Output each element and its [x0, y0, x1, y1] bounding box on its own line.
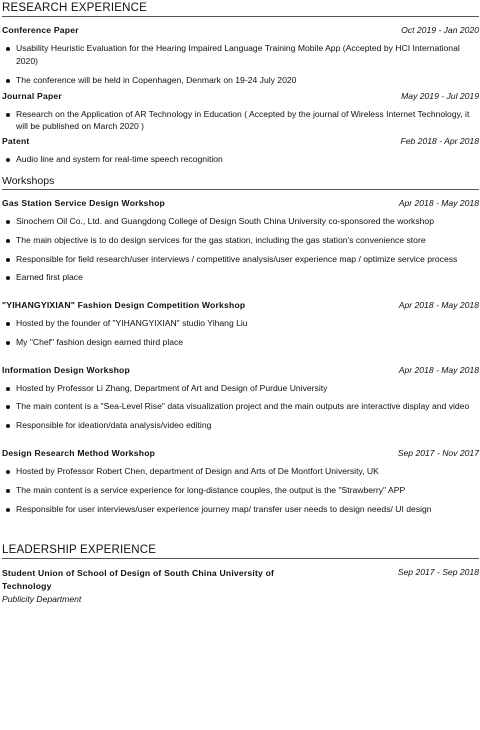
entry-date: May 2019 - Jul 2019 [401, 90, 479, 101]
workshop-entry-fashion [2, 300, 479, 349]
leadership-heading: LEADERSHIP EXPERIENCE [2, 542, 479, 559]
list-item: Responsible for ideation/data analysis/video editing [2, 419, 479, 432]
entry-date: Apr 2018 - May 2018 [398, 300, 479, 311]
entry-title: Student Union of School of Design of South China University of Technology [2, 568, 275, 591]
entry-date: Oct 2019 - Jan 2020 [401, 25, 479, 36]
workshop-entry-gas-station [2, 198, 479, 284]
list-item: The main content is a "Sea-Level Rise" data visualization project and the main outputs are interactive display and video [2, 400, 479, 413]
bullet-list [2, 153, 479, 166]
research-heading: RESEARCH EXPERIENCE [2, 0, 479, 17]
entry-title: Gas Station Service Design Workshop [2, 198, 166, 209]
workshops-heading: Workshops [2, 175, 479, 190]
entry-role: Publicity Department [2, 593, 82, 604]
list-item: Audio line and system for real-time speech recognition [2, 153, 479, 166]
list-item: The conference will be held in Copenhagen, Denmark on 19-24 July 2020 [2, 74, 479, 87]
list-item: The main objective is to do design services for the gas station, including the gas station's convenience store [2, 234, 479, 247]
list-item: Hosted by Professor Li Zhang, Department of Art and Design of Purdue University [2, 382, 479, 395]
list-item: Hosted by the founder of "YIHANGYIXIAN" studio Yihang Liu [2, 317, 479, 330]
list-item: Responsible for field research/user interviews / competitive analysis/user experience map / optimize service process [2, 253, 479, 266]
workshop-entry-research-method [2, 448, 479, 515]
entry-title: Design Research Method Workshop [2, 448, 156, 459]
bullet-list [2, 42, 479, 87]
entry-date: Sep 2017 - Sep 2018 [397, 567, 479, 578]
entry-date: Apr 2018 - May 2018 [398, 198, 479, 209]
entry-title: Conference Paper [2, 25, 79, 36]
bullet-list [2, 317, 479, 349]
bullet-list [2, 215, 479, 285]
entry-title: Patent [2, 136, 30, 147]
list-item: Usability Heuristic Evaluation for the Hearing Impaired Language Training Mobile App (Accepted by HCI International 2020) [2, 42, 479, 68]
entry-date: Feb 2018 - Apr 2018 [400, 136, 479, 147]
bullet-list [2, 465, 479, 516]
bullet-list [2, 382, 479, 433]
entry-title: Journal Paper [2, 90, 62, 101]
list-item: My "Chef" fashion design earned third place [2, 336, 479, 349]
research-entry-journal [2, 91, 479, 134]
research-entry-patent [2, 136, 479, 166]
list-item: Earned first place [2, 271, 479, 284]
list-item: Sinochem Oil Co., Ltd. and Guangdong College of Design South China University co-sponsored the workshop [2, 215, 479, 228]
entry-title: "YIHANGYIXIAN" Fashion Design Competition Workshop [2, 300, 246, 311]
entry-title: Information Design Workshop [2, 364, 130, 375]
list-item: Responsible for user interviews/user experience journey map/ transfer user needs to design needs/ UI design [2, 503, 479, 516]
list-item: The main content is a service experience for long-distance couples, the output is the "Strawberry" APP [2, 484, 479, 497]
entry-date: Apr 2018 - May 2018 [398, 364, 479, 375]
leadership-entry-student-union [2, 567, 479, 605]
entry-date: Sep 2017 - Nov 2017 [397, 448, 479, 459]
list-item: Research on the Application of AR Technology in Education ( Accepted by the journal of Wireless Internet Technology, it will be published on March 2020 ) [2, 108, 479, 134]
research-entry-conference [2, 25, 479, 86]
list-item: Hosted by Professor Robert Chen, department of Design and Arts of De Montfort University, UK [2, 465, 479, 478]
bullet-list [2, 108, 479, 134]
workshop-entry-information [2, 365, 479, 432]
